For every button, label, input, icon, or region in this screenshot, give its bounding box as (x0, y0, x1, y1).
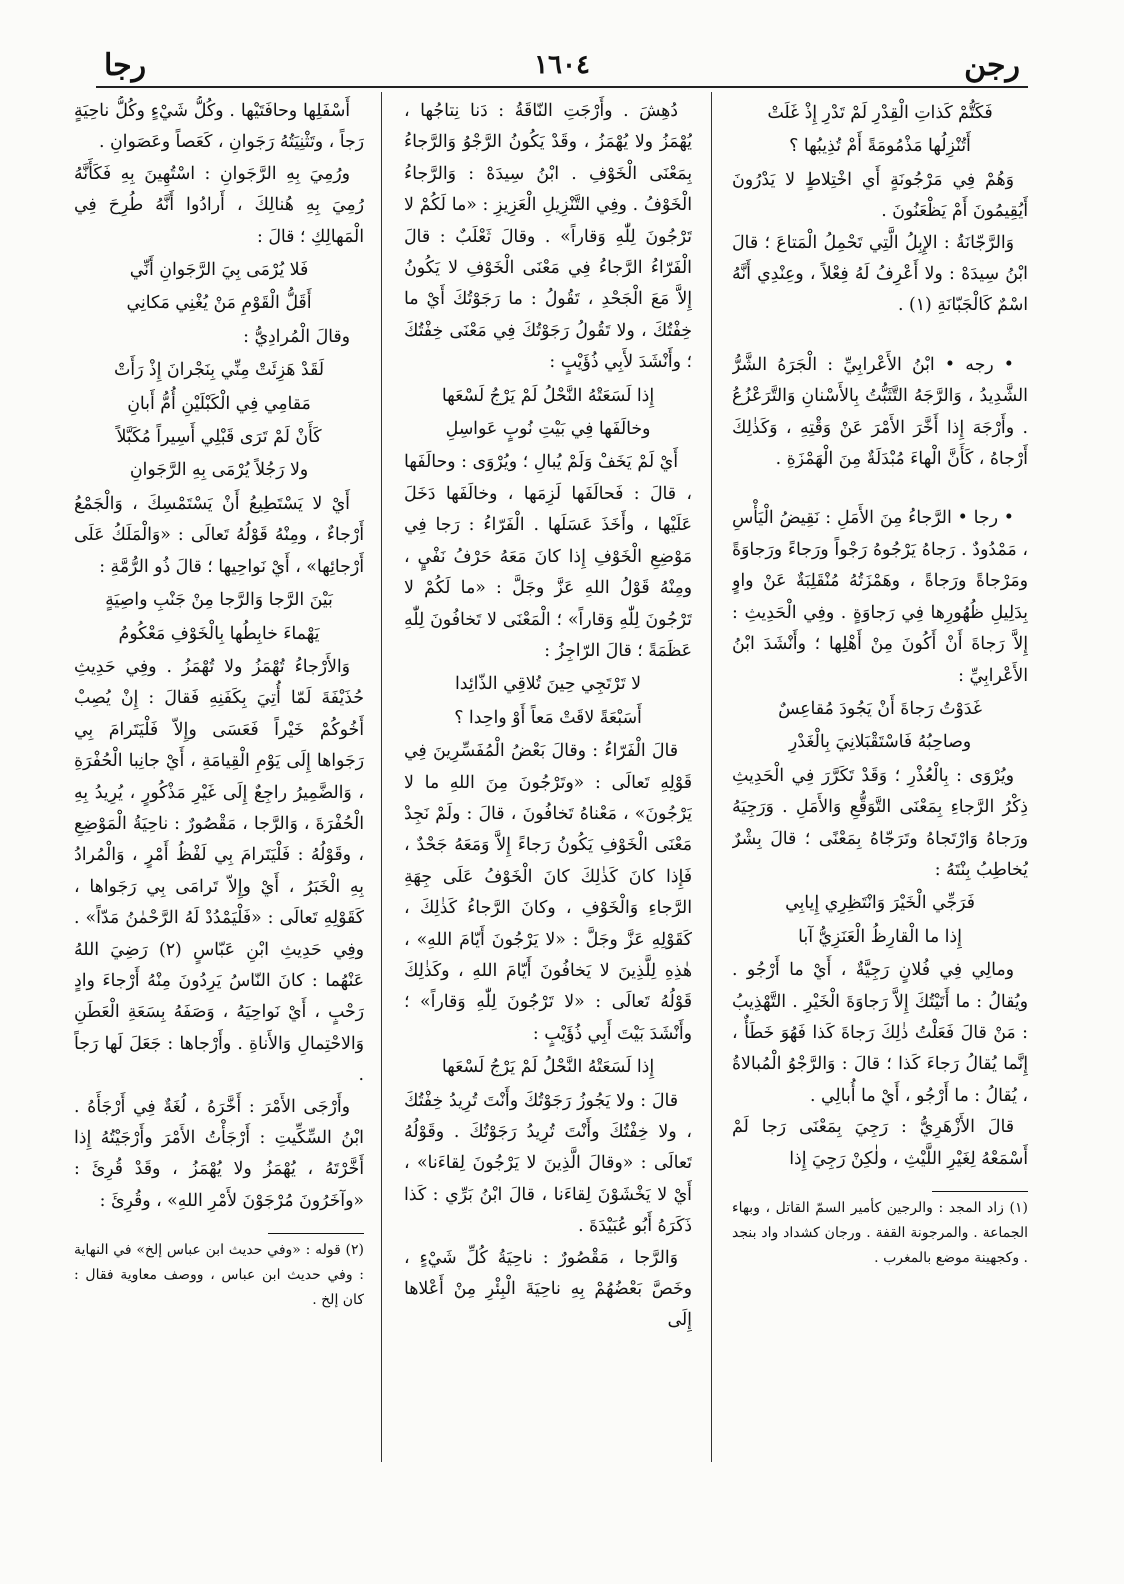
column-middle (404, 96, 692, 1456)
footnote-divider (268, 1233, 364, 1234)
verse-line: فَرَجِّي الْخَيْرَ وَانْتَظِرِي إِيابِي (785, 893, 975, 914)
paragraph: وَالرَّجا ، مَقْصُورٌ : ناحِيَةُ كُلِّ شَيْءٍ ، وخَصَّ بَعْضُهُمْ بِهِ ناحِيَةَ الْبِئْرِ مِنْ أَعْلاها إِلَى (404, 1247, 692, 1331)
footnote-divider (932, 1191, 1028, 1192)
verse-line: فَلا يُرْمَى بِيَ الرَّجَوانِ أَنِّي (129, 260, 309, 281)
header-divider (96, 86, 1028, 88)
verse-line: أَقَلُّ الْقَوْمِ مَنْ يُغْنِي مَكانِي (126, 293, 312, 314)
column-divider-2 (381, 92, 382, 1462)
verse-line: إِذا ما الْقارِظُ الْعَنَزِيُّ آبا (798, 926, 962, 947)
verse-line: أَتُنْزِلُها مَذْمُومَةً أَمْ تُذِيبُها ؟ (789, 136, 971, 157)
verse-line: مَقامِي فِي الْكَبْلَيْنِ أُمُّ أَبانِ (127, 393, 311, 414)
verse-line: ولا رَجُلاً يُرْمَى بِهِ الرَّجَوانِ (129, 460, 309, 481)
paragraph: وَالرَّجّانَةُ : الإِبِلُ الَّتِي تَحْمِلُ الْمَتاعَ ؛ قالَ ابْنُ سِيدَهْ : ولا أَعْرِفُ لَهُ فِعْلاً ، وعِنْدِي أَنَّهُ اسْمٌ كَالْجَبّانَةِ (١) . (732, 232, 1028, 316)
column-right (732, 96, 1028, 1456)
paragraph: أَيْ لَمْ يَخَفْ وَلَمْ يُبالِ ؛ ويُرْوَى : وحالَفَها ، قالَ : فَحالَفَها لَزِمَها ، وخالَفَها دَخَلَ عَلَيْها ، وأَخَذَ عَسَلَها . الْفَرّاءُ : رَجا فِي مَوْضِعِ الْخَوْفِ إِذا كانَ مَعَهُ حَرْفُ نَفْيٍ ، ومِنْهُ قَوْلُ اللهِ عَزَّ وجَلَّ : «ما لَكُمْ لا تَرْجُونَ لِلّٰهِ وَقاراً» ؛ الْمَعْنَى لا تَخافُونَ لِلّٰهِ عَظَمَةً ؛ قالَ الرّاجِزُ : (404, 452, 692, 661)
paragraph: أَسْفَلِها وحافَتَيْها . وكُلُّ شَيْءٍ وكُلُّ ناحِيَةٍ رَجاً ، وتَثْنِيَتُهُ رَجَوانِ ، كَعَصاً وعَصَوانِ . (74, 101, 364, 153)
paragraph: دُهِشَ . وأَرْجَتِ النّاقَةُ : دَنا نِتاجُها ، يُهْمَزُ ولا يُهْمَزُ ، وقَدْ يَكُونُ الرَّجْوُ وَالرَّجاءُ بِمَعْنَى الْخَوْفِ . ابْنُ سِيدَهْ : وَالرَّجاءُ الْخَوْفُ . وفِي التَّنْزِيلِ الْعَزِيزِ : «ما لَكُمْ لا تَرْجُونَ لِلّٰهِ وَقاراً» . وقالَ ثَعْلَبٌ : قالَ الْفَرّاءُ الرَّجاءُ فِي مَعْنَى الْخَوْفِ لا يَكُونُ إِلاَّ مَعَ الْجَحْدِ ، تَقُولُ : ما رَجَوْتُكَ أَيْ ما خِفْتُكَ ، ولا تَقُولُ رَجَوْتُكَ فِي مَعْنَى خِفْتُكَ ؛ وأَنْشَدَ لأَبِي ذُؤَيْبٍ : (404, 101, 692, 373)
paragraph: وقالَ الْمُرادِيُّ : (243, 326, 350, 347)
verse-line: وصاحِبُهُ فَاسْتَقْبَلانِيَ بِالْغَدْرِ (788, 732, 972, 753)
verse-line: لا تَرْتَجِي حِينَ تُلاقِي الذّائِدا (454, 674, 641, 695)
footnote-1: (١) زاد المجد : والرجين كأمير السمّ القاتل ، وبهاء الجماعة . والمرجونة القفة . ورجان كشداد واد بنجد . وكجهينة موضع بالمغرب . (732, 1200, 1028, 1266)
paragraph: وَهُمْ فِي مَرْجُونَةٍ أَي اخْتِلاطٍ لا يَدْرُونَ أَيُقِيمُونَ أَمْ يَظْعَنُونَ . (732, 169, 1028, 222)
paragraph: قالَ : ولا يَجُوزُ رَجَوْتُكَ وأَنْتَ تُرِيدُ خِفْتُكَ ، ولا خِفْتُكَ وأَنْتَ تُرِيدُ رَجَوْتُكَ . وقَوْلُهُ تَعالَى : «وقالَ الَّذِينَ لا يَرْجُونَ لِقاءَنا» ، أَيْ لا يَخْشَوْنَ لِقاءَنا ، قالَ ابْنُ بَرِّي : كَذا ذَكَرَهُ أَبُو عُبَيْدَةَ . (404, 1090, 692, 1237)
page-number: ١٦٠٤ (534, 50, 590, 80)
paragraph: ويُرْوَى : بِالْعُذْرِ ؛ وَقَدْ تَكَرَّرَ فِي الْحَدِيثِ ذِكْرُ الرَّجاءِ بِمَعْنَى التَّوَقُّعِ وَالأَمَلِ . وَرَجِيَهُ ورَجاهُ وَارْتَجاهُ وتَرَجّاهُ بِمَعْنًى ؛ قالَ بِشْرٌ يُخاطِبُ بِنْتَهُ : (732, 765, 1028, 880)
verse-line: وخالَفَها فِي بَيْتِ نُوبٍ عَواسِلِ (445, 419, 651, 440)
header-root-word-right: رجن (964, 48, 1020, 83)
page-header (96, 44, 1028, 88)
paragraph: قالَ الْفَرّاءُ : وقالَ بَعْضُ الْمُفَسِّرِينَ فِي قَوْلِهِ تَعالَى : «وتَرْجُونَ مِنَ اللهِ ما لا يَرْجُونَ» ، مَعْناهُ تَخافُونَ ، قالَ : ولَمْ نَجِدْ مَعْنَى الْخَوْفِ يَكُونُ رَجاءً إِلاَّ وَمَعَهُ جَحْدٌ ، فَإِذا كانَ كَذٰلِكَ كانَ الْخَوْفُ عَلَى جِهَةِ الرَّجاءِ وَالْخَوْفِ ، وكانَ الرَّجاءُ كَذٰلِكَ ، كَقَوْلِهِ عَزَّ وجَلَّ : «لا يَرْجُونَ أَيّامَ اللهِ» ، هٰذِهِ لِلَّذِينَ لا يَخافُونَ أَيّامَ اللهِ ، وكَذٰلِكَ قَوْلُهُ تَعالَى : «لا تَرْجُونَ لِلّٰهِ وَقاراً» ؛ وأَنْشَدَ بَيْتَ أَبِي ذُؤَيْبٍ : (404, 741, 692, 1044)
verse-line: كَأَنْ لَمْ تَرَى قَبْلِي أَسِيراً مُكَبَّلاً (116, 427, 322, 448)
verse-line: إِذا لَسَعَتْهُ النَّحْلُ لَمْ يَرْجُ لَسْعَها (441, 385, 655, 406)
verse-line: يَهْماءَ خابِطُها بِالْخَوْفِ مَعْكُومُ (118, 623, 320, 644)
entry-rja: • رجا • الرَّجاءُ مِنَ الأَمَلِ : نَقِيضُ الْيَأْسِ ، مَمْدُودٌ . رَجاهُ يَرْجُوهُ رَجْواً ورَجاءً ورَجاوَةً ومَرْجاةً ورَجاةً ، وهَمْزَتُهُ مُنْقَلِبَةٌ عَنْ واوٍ بِدَلِيلِ ظُهُورِها فِي رَجاوَةٍ . وفِي الْحَدِيثِ : إِلاَّ رَجاةَ أَنْ أَكُونَ مِنْ أَهْلِها ؛ وأَنْشَدَ ابْنُ الأَعْرابِيِّ : (732, 508, 1028, 686)
paragraph: ومالِي فِي فُلانٍ رَجِيَّةٌ ، أَيْ ما أَرْجُو . ويُقالُ : ما أَتَيْتُكَ إِلاَّ رَجاوَةَ الْخَيْرِ . التَّهْذِيبُ : مَنْ قالَ فَعَلْتُ ذٰلِكَ رَجاةَ كَذا فَهُوَ خَطَأٌ ، إِنَّما يُقالُ رَجاءَ كَذا ؛ قالَ : وَالرَّجْوُ الْمُبالاةُ ، يُقالُ : ما أَرْجُو ، أَيْ ما أُبالِي . (732, 960, 1028, 1106)
paragraph: وَالأَرْجاءُ تُهْمَزُ ولا تُهْمَزُ . وفِي حَدِيثِ حُذَيْفَةَ لَمّا أُتِيَ بِكَفَنِهِ فَقالَ : إِنْ يُصِبْ أَخُوكُمْ خَيْراً فَعَسَى وإِلاّ فَلْيَتَرامَ بِي رَجَواها إِلَى يَوْمِ الْقِيامَةِ ، أَيْ جانِبا الْحُفْرَةِ ، وَالضَّمِيرُ راجِعٌ إِلَى غَيْرِ مَذْكُورٍ ، يُرِيدُ بِهِ الْحُفْرَةَ ، وَالرَّجا ، مَقْصُورٌ : ناحِيَةُ الْمَوْضِعِ ، وقَوْلُهُ : فَلْيَتَرامَ بِي لَفْظُ أَمْرٍ ، وَالْمُرادُ بِهِ الْخَبَرُ ، أَيْ وإِلاّ تَرامَى بِي رَجَواها ، كَقَوْلِهِ تَعالَى : «فَلْيَمْدُدْ لَهُ الرَّحْمٰنُ مَدّاً» . وفِي حَدِيثِ ابْنِ عَبّاسٍ (٢) رَضِيَ اللهُ عَنْهُما : كانَ النّاسُ يَرِدُونَ مِنْهُ أَرْجاءَ وادٍ رَحْبٍ ، أَيْ نَواحِيَهُ ، وَصَفَهُ بِسَعَةِ الْعَطَنِ وَالاحْتِمالِ وَالأَناةِ . وأَرْجاها : جَعَلَ لَها رَجاً . (74, 656, 364, 1086)
footnote-2: (٢) قوله : «وفي حديث ابن عباس إلخ» في النهاية : وفي حديث ابن عباس ، ووصف معاوية فقال : كان إلخ . (74, 1242, 364, 1309)
entry-rjh: • رجه • ابْنُ الأَعْرابِيِّ : الْجَرَهُ الشَّرُّ الشَّدِيدُ ، وَالرَّجَهُ التَّثَبُّتُ بِالأَسْنانِ وَالتَّرَعْزُعُ . وأَرْجَهَ إِذا أَخَّرَ الأَمْرَ عَنْ وَقْتِهِ ، وَكَذٰلِكَ أَرْجاهُ ، كَأَنَّ الْهاءَ مُبْدَلَةٌ مِنَ الْهَمْزَةِ . (732, 354, 1028, 470)
verse-line: غَدَوْتُ رَجاةَ أَنْ يَجُودَ مُقاعِسٌ (778, 698, 982, 719)
verse-line: فَكَتُّمْ كَذاتِ الْقِدْرِ لَمْ تَدْرِ إِذْ غَلَتْ (767, 103, 993, 123)
verse-line: أَسَبْعَةً لاقَتْ مَعاً أَوْ واحِدا ؟ (454, 707, 642, 728)
verse-line: إِذا لَسَعَتْهُ النَّحْلُ لَمْ يَرْجُ لَسْعَها (441, 1057, 655, 1078)
paragraph: قالَ الأَزْهَرِيُّ : رَجِيَ بِمَعْنَى رَجا لَمْ أَسْمَعْهُ لِغَيْرِ اللَّيْثِ ، ولٰكِنْ رَجِيَ إِذا (732, 1117, 1028, 1169)
column-left (74, 96, 364, 1456)
paragraph: أَيْ لا يَسْتَطِيعُ أَنْ يَسْتَمْسِكَ ، وَالْجَمْعُ أَرْجاءٌ ، ومِنْهُ قَوْلُهُ تَعالَى : «وَالْمَلَكُ عَلَى أَرْجائِها» ، أَيْ نَواحِيها ؛ قالَ ذُو الرُّمَّةِ : (74, 493, 364, 577)
verse-line: بَيْنَ الرَّجا وَالرَّجا مِنْ جَنْبِ واصِيَةٍ (105, 590, 333, 611)
verse-line: لَقَدْ هَزِئَتْ مِنِّي بِنَجْرانَ إِذْ رَأَتْ (114, 360, 324, 381)
column-divider-1 (711, 92, 712, 1462)
header-root-word-left: رجا (104, 48, 147, 83)
paragraph: وأَرْجَى الأَمْرَ : أَخَّرَهُ ، لُغَةٌ فِي أَرْجَأَهُ . ابْنُ السِّكِّيتِ : أَرْجَأْتُ الأَمْرَ وأَرْجَيْتُهُ إِذا أَخَّرْتَهُ ، يُهْمَزُ ولا يُهْمَزُ ، وقَدْ قُرِئَ : «وآخَرُونَ مُرْجَوْنَ لأَمْرِ اللهِ» ، وقُرِئَ : (74, 1096, 364, 1211)
paragraph: ورُمِيَ بِهِ الرَّجَوانِ : اسْتُهِينَ بِهِ فَكَأَنَّهُ رُمِيَ بِهِ هُنالِكَ ، أَرادُوا أَنَّهُ طُرِحَ فِي الْمَهالِكِ ؛ قالَ : (74, 163, 364, 247)
